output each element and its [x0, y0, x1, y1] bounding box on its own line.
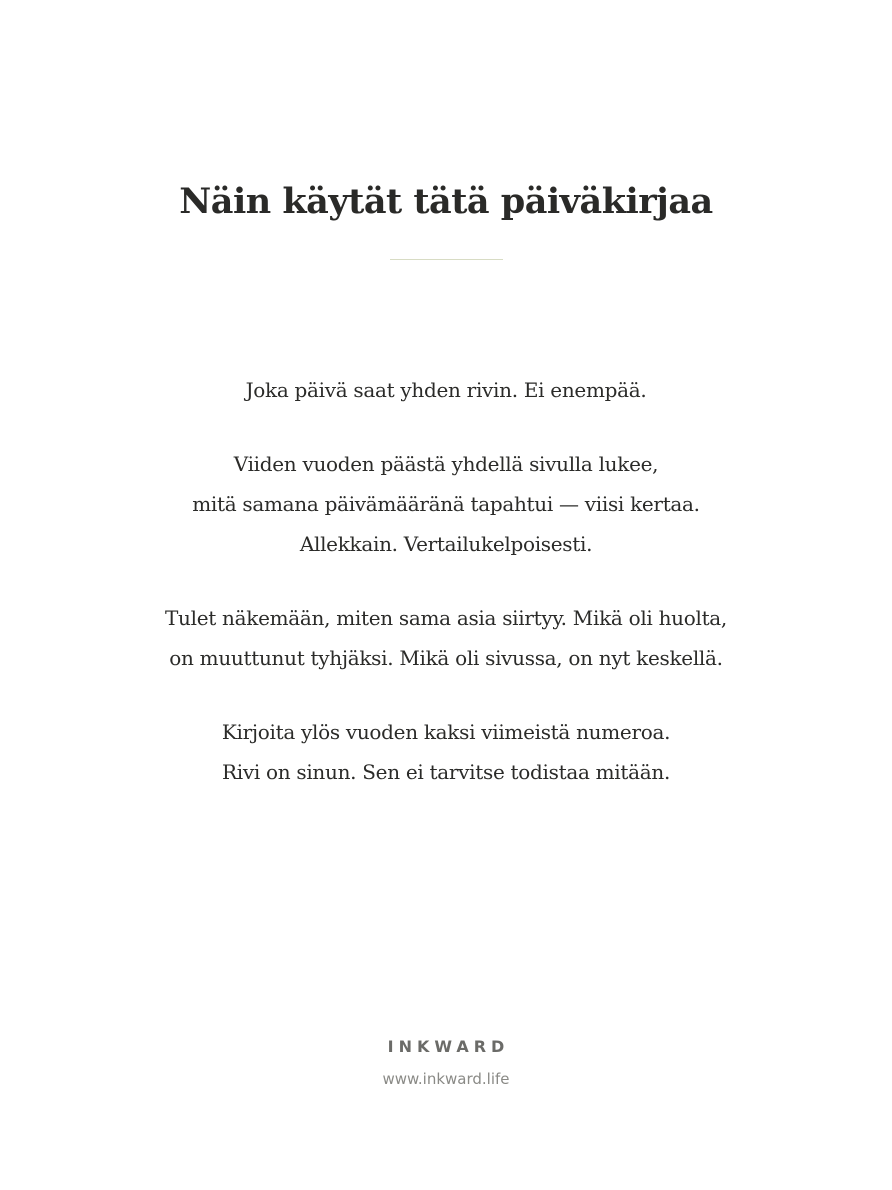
- paragraph-line: Viiden vuoden päästä yhdellä sivulla lukee,: [233, 452, 659, 476]
- paragraph-line: Kirjoita ylös vuoden kaksi viimeistä numeroa.: [221, 720, 671, 744]
- paragraph-2: [0, 444, 892, 564]
- brand-name: INKWARD: [387, 1037, 510, 1056]
- paragraph-line: Joka päivä saat yhden rivin. Ei enempää.: [245, 378, 647, 402]
- paragraph-line: on muuttunut tyhjäksi. Mikä oli sivussa, on nyt keskellä.: [169, 646, 723, 670]
- paragraph-3: [0, 598, 892, 678]
- paragraph-line: Tulet näkemään, miten sama asia siirtyy. Mikä oli huolta,: [165, 606, 727, 630]
- page-title: Näin käytät tätä päiväkirjaa: [179, 181, 713, 222]
- footer: [0, 1034, 892, 1089]
- paragraph-line: Rivi on sinun. Sen ei tarvitse todistaa mitään.: [221, 760, 671, 784]
- paragraph-line: Allekkain. Vertailukelpoisesti.: [299, 532, 593, 556]
- website-url: www.inkward.life: [382, 1070, 510, 1088]
- paragraph-1: [0, 370, 892, 410]
- paragraph-line: mitä samana päivämääränä tapahtui — viisi kertaa.: [192, 492, 700, 516]
- paragraph-4: [0, 712, 892, 792]
- instructions-body: [0, 370, 892, 826]
- title-divider: [390, 259, 503, 260]
